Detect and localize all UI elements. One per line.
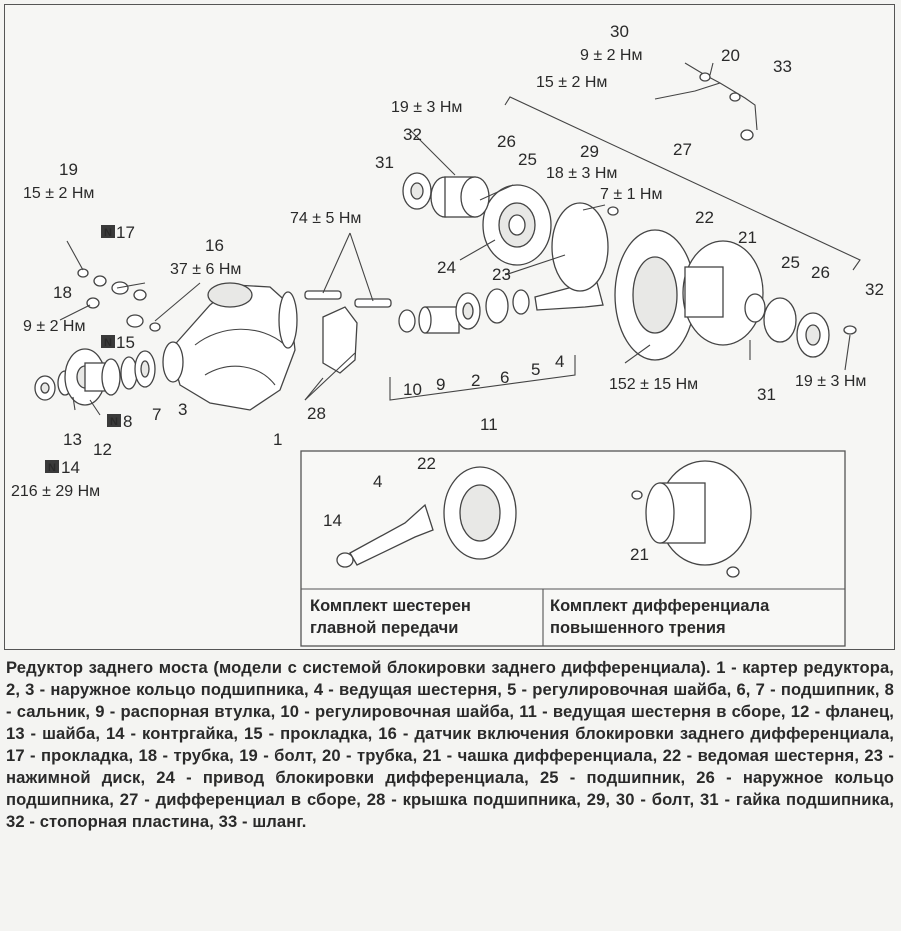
breather-tubes-drawing [655,63,757,140]
label-15: 15 [116,333,135,352]
label-26: 26 [497,132,516,151]
label-9: 9 [436,375,446,394]
label-2: 2 [471,371,481,390]
label-22: 22 [695,208,714,227]
n-marker-14 [45,460,59,474]
label-25: 25 [518,150,537,169]
label-24: 24 [437,258,456,277]
label-18: 18 [53,283,72,302]
label-13: 13 [63,430,82,449]
label-25b: 25 [781,253,800,272]
label-4: 4 [555,352,565,371]
label-26b: 26 [811,263,830,282]
n-marker-15 [101,335,115,349]
exploded-view-diagram [5,5,896,651]
svg-text:N: N [104,337,112,349]
label-27: 27 [673,140,692,159]
torque-14: 216 ± 29 Нм [11,483,101,500]
label-8: 8 [123,412,133,431]
label-29: 29 [580,142,599,161]
label-21: 21 [738,228,757,247]
label-14: 14 [61,458,80,477]
differential-drawing [615,230,856,360]
svg-text:N: N [48,462,56,474]
torque-30: 9 ± 2 Нм [580,47,643,64]
diff-kit-title-line2: повышенного трения [550,619,726,637]
flange-assembly-drawing [35,349,155,405]
label-11: 11 [480,415,498,434]
label-32b: 32 [865,280,884,299]
pinion-assembly-drawing [390,275,603,400]
label-7: 7 [152,405,162,424]
svg-text:N: N [104,227,112,239]
label-33: 33 [773,57,792,76]
label-20: 20 [721,46,740,65]
torque-16: 37 ± 6 Нм [170,261,242,278]
diagram-frame [4,4,895,650]
label-31: 31 [375,153,394,172]
label-10: 10 [403,380,422,399]
diff-kit-title-line1: Комплект дифференциала [550,597,770,615]
label-5: 5 [531,360,541,379]
inset-label-22: 22 [417,454,436,473]
torque-19: 15 ± 2 Нм [23,185,95,202]
torque-20: 15 ± 2 Нм [536,74,608,91]
torque-29: 18 ± 3 Нм [546,165,618,182]
gear-kit-title-line2: главной передачи [310,619,459,637]
torque-18: 9 ± 2 Нм [23,318,86,335]
label-23: 23 [492,265,511,284]
inset-label-21: 21 [630,545,649,564]
torque-32b: 19 ± 3 Нм [795,373,867,390]
label-31b: 31 [757,385,776,404]
label-32: 32 [403,125,422,144]
figure-caption: Редуктор заднего моста (модели с системой блокировки заднего дифференциала). 1 - картер редуктора, 2, 3 - наружное кольцо подшипника, 4 - ведущая шестерня, 5 - регулировочная шайба, 6, 7 - подшипник, 8 - сальник, 9 - распорная втулка, 10 - регулировочная шайба, 11 - ведущая шестерня в сборе, 12 - фланец, 13 - шайба, 14 - контргайка, 15 - прокладка, 16 - датчик включения блокировки заднего дифференциала, 17 - прокладка, 18 - трубка, 19 - болт, 20 - трубка, 21 - чашка дифференциала, 22 - ведомая шестерня, 23 - нажимной диск, 24 - привод блокировки дифференциала, 25 - подшипник, 26 - наружное кольцо подшипника, 27 - дифференциал в сборе, 28 - крышка подшипника, 29, 30 - болт, 31 - гайка подшипника, 32 - стопорная пластина, 33 - шланг. [6,658,894,831]
torque-32: 19 ± 3 Нм [391,99,463,116]
label-1: 1 [273,430,283,449]
torque-152: 152 ± 15 Нм [609,376,699,393]
gear-kit-title-line1: Комплект шестерен [310,597,471,615]
kit-inset [301,451,845,646]
label-6: 6 [500,368,510,387]
label-17: 17 [116,223,135,242]
svg-text:N: N [110,416,118,428]
label-30: 30 [610,22,629,41]
label-28: 28 [307,404,326,423]
n-marker-17 [101,225,115,239]
label-16: 16 [205,236,224,255]
bearing-cap-drawing [305,233,391,400]
label-12: 12 [93,440,112,459]
inset-label-14: 14 [323,511,342,530]
torque-74: 74 ± 5 Нм [290,210,362,227]
housing-drawing [163,283,297,410]
label-19: 19 [59,160,78,179]
torque-7: 7 ± 1 Нм [600,186,663,203]
label-3: 3 [178,400,188,419]
n-marker-8 [107,414,121,428]
inset-label-4: 4 [373,472,383,491]
